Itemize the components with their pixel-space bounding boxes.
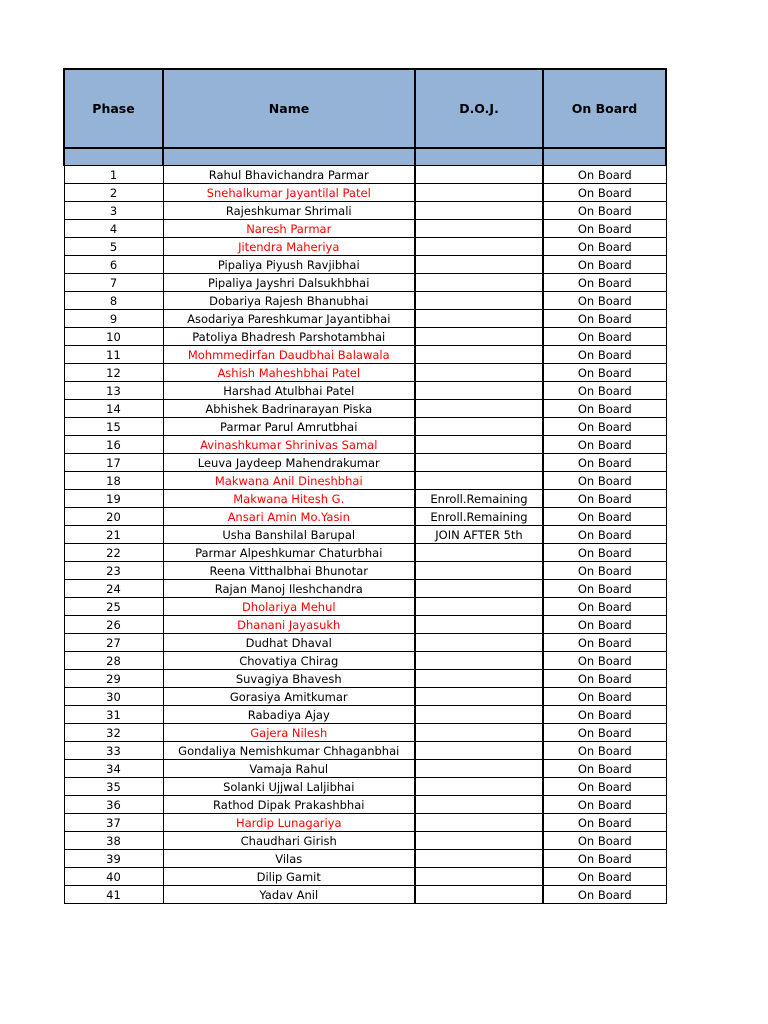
doj-cell — [415, 562, 543, 580]
doj-cell — [415, 310, 543, 328]
phase-column-header: Phase — [64, 69, 163, 148]
phase-cell: 11 — [64, 346, 163, 364]
name-cell: Gajera Nilesh — [163, 724, 415, 742]
phase-cell: 6 — [64, 256, 163, 274]
on-board-cell: On Board — [543, 418, 666, 436]
table-row — [64, 292, 666, 310]
on-board-cell: On Board — [543, 310, 666, 328]
phase-cell: 3 — [64, 202, 163, 220]
on-board-cell: On Board — [543, 202, 666, 220]
name-cell: Asodariya Pareshkumar Jayantibhai — [163, 310, 415, 328]
doj-cell — [415, 202, 543, 220]
name-cell: Rathod Dipak Prakashbhai — [163, 796, 415, 814]
table-row — [64, 400, 666, 418]
on-board-cell: On Board — [543, 346, 666, 364]
phase-cell: 15 — [64, 418, 163, 436]
name-cell: Patoliya Bhadresh Parshotambhai — [163, 328, 415, 346]
doj-cell — [415, 400, 543, 418]
on-board-cell: On Board — [543, 832, 666, 850]
on-board-cell: On Board — [543, 850, 666, 868]
doj-cell — [415, 760, 543, 778]
name-cell: Abhishek Badrinarayan Piska — [163, 400, 415, 418]
header-row — [64, 69, 666, 148]
table-row — [64, 418, 666, 436]
table-row — [64, 220, 666, 238]
name-cell: Naresh Parmar — [163, 220, 415, 238]
on-board-cell: On Board — [543, 526, 666, 544]
name-cell: Vilas — [163, 850, 415, 868]
table-row — [64, 634, 666, 652]
on-board-cell: On Board — [543, 706, 666, 724]
phase-cell: 5 — [64, 238, 163, 256]
table-row — [64, 778, 666, 796]
table-row — [64, 886, 666, 904]
phase-cell: 20 — [64, 508, 163, 526]
table-row — [64, 184, 666, 202]
doj-cell — [415, 184, 543, 202]
table-row — [64, 796, 666, 814]
phase-cell: 9 — [64, 310, 163, 328]
doj-cell — [415, 796, 543, 814]
name-cell: Gorasiya Amitkumar — [163, 688, 415, 706]
doj-cell — [415, 472, 543, 490]
phase-cell: 39 — [64, 850, 163, 868]
name-column-header: Name — [163, 69, 415, 148]
phase-cell: 18 — [64, 472, 163, 490]
doj-cell — [415, 454, 543, 472]
doj-cell — [415, 166, 543, 184]
doj-cell — [415, 652, 543, 670]
doj-cell — [415, 544, 543, 562]
phase-cell: 23 — [64, 562, 163, 580]
doj-cell — [415, 382, 543, 400]
name-cell: Rajan Manoj Ileshchandra — [163, 580, 415, 598]
name-cell: Parmar Alpeshkumar Chaturbhai — [163, 544, 415, 562]
name-cell: Vamaja Rahul — [163, 760, 415, 778]
doj-cell — [415, 328, 543, 346]
table-row — [64, 706, 666, 724]
on-board-cell: On Board — [543, 616, 666, 634]
on-board-column-header: On Board — [543, 69, 666, 148]
doj-column-header: D.O.J. — [415, 69, 543, 148]
doj-cell — [415, 706, 543, 724]
table-row — [64, 580, 666, 598]
on-board-cell: On Board — [543, 688, 666, 706]
spacer-cell — [64, 148, 163, 166]
table-row — [64, 670, 666, 688]
phase-cell: 17 — [64, 454, 163, 472]
on-board-cell: On Board — [543, 652, 666, 670]
spacer-cell — [415, 148, 543, 166]
doj-cell — [415, 274, 543, 292]
on-board-cell: On Board — [543, 436, 666, 454]
phase-cell: 7 — [64, 274, 163, 292]
name-cell: Avinashkumar Shrinivas Samal — [163, 436, 415, 454]
on-board-cell: On Board — [543, 868, 666, 886]
doj-cell — [415, 742, 543, 760]
name-cell: Leuva Jaydeep Mahendrakumar — [163, 454, 415, 472]
doj-cell: JOIN AFTER 5th — [415, 526, 543, 544]
phase-cell: 14 — [64, 400, 163, 418]
spacer-cell — [163, 148, 415, 166]
on-board-cell: On Board — [543, 508, 666, 526]
doj-cell — [415, 778, 543, 796]
doj-cell — [415, 238, 543, 256]
on-board-cell: On Board — [543, 166, 666, 184]
phase-cell: 2 — [64, 184, 163, 202]
table-row — [64, 742, 666, 760]
phase-cell: 31 — [64, 706, 163, 724]
name-cell: Harshad Atulbhai Patel — [163, 382, 415, 400]
on-board-cell: On Board — [543, 562, 666, 580]
doj-cell — [415, 814, 543, 832]
on-board-cell: On Board — [543, 670, 666, 688]
phase-cell: 40 — [64, 868, 163, 886]
name-cell: Suvagiya Bhavesh — [163, 670, 415, 688]
name-cell: Pipaliya Piyush Ravjibhai — [163, 256, 415, 274]
on-board-cell: On Board — [543, 364, 666, 382]
on-board-cell: On Board — [543, 328, 666, 346]
doj-cell — [415, 670, 543, 688]
doj-cell — [415, 850, 543, 868]
doj-cell — [415, 688, 543, 706]
table-row — [64, 166, 666, 184]
phase-cell: 36 — [64, 796, 163, 814]
name-cell: Makwana Anil Dineshbhai — [163, 472, 415, 490]
phase-cell: 19 — [64, 490, 163, 508]
table-row — [64, 760, 666, 778]
on-board-cell: On Board — [543, 220, 666, 238]
name-cell: Hardip Lunagariya — [163, 814, 415, 832]
name-cell: Usha Banshilal Barupal — [163, 526, 415, 544]
on-board-cell: On Board — [543, 454, 666, 472]
phase-cell: 24 — [64, 580, 163, 598]
phase-cell: 13 — [64, 382, 163, 400]
name-cell: Rajeshkumar Shrimali — [163, 202, 415, 220]
phase-cell: 38 — [64, 832, 163, 850]
name-cell: Dholariya Mehul — [163, 598, 415, 616]
phase-cell: 8 — [64, 292, 163, 310]
table-row — [64, 562, 666, 580]
name-cell: Dudhat Dhaval — [163, 634, 415, 652]
phase-cell: 30 — [64, 688, 163, 706]
header-spacer-row — [64, 148, 666, 166]
doj-cell — [415, 598, 543, 616]
on-board-cell: On Board — [543, 760, 666, 778]
table-row — [64, 454, 666, 472]
doj-cell — [415, 346, 543, 364]
doj-cell — [415, 418, 543, 436]
phase-cell: 1 — [64, 166, 163, 184]
name-cell: Chovatiya Chirag — [163, 652, 415, 670]
on-board-cell: On Board — [543, 886, 666, 904]
table-row — [64, 328, 666, 346]
doj-cell — [415, 832, 543, 850]
name-cell: Snehalkumar Jayantilal Patel — [163, 184, 415, 202]
on-board-cell: On Board — [543, 472, 666, 490]
on-board-cell: On Board — [543, 634, 666, 652]
on-board-cell: On Board — [543, 580, 666, 598]
phase-cell: 22 — [64, 544, 163, 562]
table-row — [64, 346, 666, 364]
table-row — [64, 526, 666, 544]
doj-cell — [415, 292, 543, 310]
doj-cell — [415, 256, 543, 274]
name-cell: Dhanani Jayasukh — [163, 616, 415, 634]
name-cell: Reena Vitthalbhai Bhunotar — [163, 562, 415, 580]
on-board-cell: On Board — [543, 544, 666, 562]
spacer-cell — [543, 148, 666, 166]
name-cell: Chaudhari Girish — [163, 832, 415, 850]
name-cell: Jitendra Maheriya — [163, 238, 415, 256]
phase-cell: 27 — [64, 634, 163, 652]
table-row — [64, 364, 666, 382]
on-board-cell: On Board — [543, 382, 666, 400]
name-cell: Mohmmedirfan Daudbhai Balawala — [163, 346, 415, 364]
roster-table — [63, 68, 667, 904]
doj-cell — [415, 724, 543, 742]
table-row — [64, 472, 666, 490]
name-cell: Rabadiya Ajay — [163, 706, 415, 724]
on-board-cell: On Board — [543, 814, 666, 832]
doj-cell — [415, 616, 543, 634]
phase-cell: 21 — [64, 526, 163, 544]
table-row — [64, 238, 666, 256]
on-board-cell: On Board — [543, 742, 666, 760]
table-row — [64, 688, 666, 706]
name-cell: Yadav Anil — [163, 886, 415, 904]
table-row — [64, 490, 666, 508]
phase-cell: 25 — [64, 598, 163, 616]
name-cell: Makwana Hitesh G. — [163, 490, 415, 508]
on-board-cell: On Board — [543, 292, 666, 310]
on-board-cell: On Board — [543, 184, 666, 202]
name-cell: Solanki Ujjwal Laljibhai — [163, 778, 415, 796]
phase-cell: 26 — [64, 616, 163, 634]
on-board-cell: On Board — [543, 598, 666, 616]
table-row — [64, 652, 666, 670]
table-row — [64, 310, 666, 328]
name-cell: Dilip Gamit — [163, 868, 415, 886]
doj-cell — [415, 634, 543, 652]
name-cell: Dobariya Rajesh Bhanubhai — [163, 292, 415, 310]
table-row — [64, 724, 666, 742]
table-row — [64, 202, 666, 220]
table-row — [64, 598, 666, 616]
phase-cell: 35 — [64, 778, 163, 796]
phase-cell: 33 — [64, 742, 163, 760]
on-board-cell: On Board — [543, 490, 666, 508]
phase-cell: 34 — [64, 760, 163, 778]
table-row — [64, 436, 666, 454]
table-row — [64, 868, 666, 886]
doj-cell — [415, 868, 543, 886]
table-body — [64, 148, 666, 904]
on-board-cell: On Board — [543, 796, 666, 814]
on-board-cell: On Board — [543, 778, 666, 796]
table-row — [64, 832, 666, 850]
table-header — [64, 69, 666, 148]
doj-cell — [415, 364, 543, 382]
table-row — [64, 544, 666, 562]
table-row — [64, 256, 666, 274]
doj-cell — [415, 886, 543, 904]
name-cell: Parmar Parul Amrutbhai — [163, 418, 415, 436]
on-board-cell: On Board — [543, 274, 666, 292]
table-row — [64, 508, 666, 526]
table-row — [64, 814, 666, 832]
on-board-cell: On Board — [543, 238, 666, 256]
phase-cell: 41 — [64, 886, 163, 904]
doj-cell: Enroll.Remaining — [415, 508, 543, 526]
table-row — [64, 850, 666, 868]
phase-cell: 28 — [64, 652, 163, 670]
table-row — [64, 382, 666, 400]
on-board-cell: On Board — [543, 256, 666, 274]
table-row — [64, 274, 666, 292]
doj-cell — [415, 436, 543, 454]
phase-cell: 10 — [64, 328, 163, 346]
name-cell: Gondaliya Nemishkumar Chhaganbhai — [163, 742, 415, 760]
name-cell: Pipaliya Jayshri Dalsukhbhai — [163, 274, 415, 292]
on-board-cell: On Board — [543, 400, 666, 418]
name-cell: Ansari Amin Mo.Yasin — [163, 508, 415, 526]
name-cell: Rahul Bhavichandra Parmar — [163, 166, 415, 184]
phase-cell: 37 — [64, 814, 163, 832]
phase-cell: 4 — [64, 220, 163, 238]
phase-cell: 12 — [64, 364, 163, 382]
doj-cell — [415, 580, 543, 598]
phase-cell: 29 — [64, 670, 163, 688]
doj-cell: Enroll.Remaining — [415, 490, 543, 508]
doj-cell — [415, 220, 543, 238]
name-cell: Ashish Maheshbhai Patel — [163, 364, 415, 382]
phase-cell: 32 — [64, 724, 163, 742]
phase-cell: 16 — [64, 436, 163, 454]
table-row — [64, 616, 666, 634]
on-board-cell: On Board — [543, 724, 666, 742]
